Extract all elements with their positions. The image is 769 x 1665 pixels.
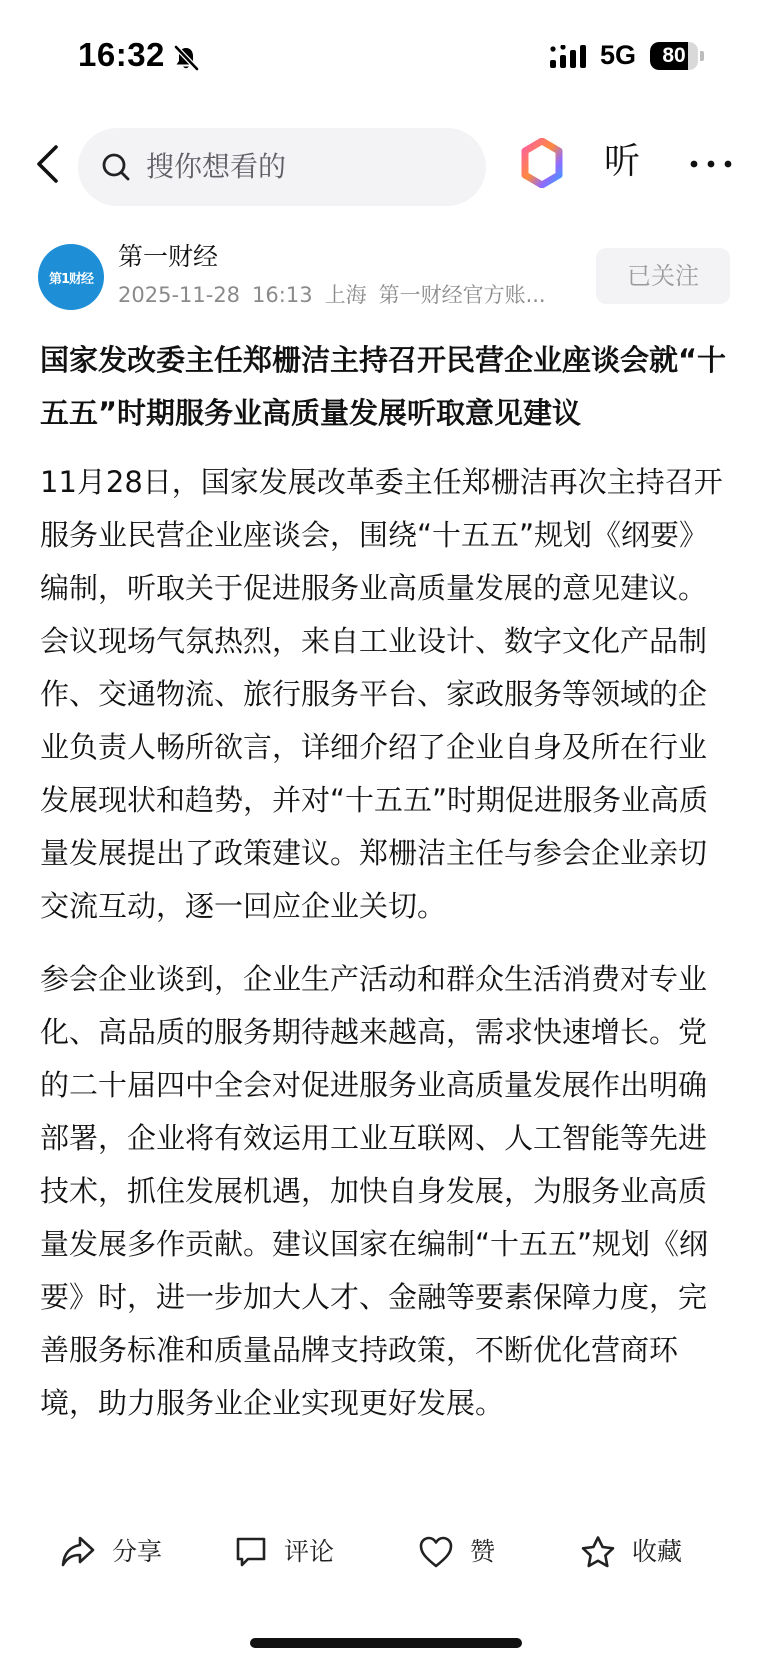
battery-tip [700,51,704,61]
battery-icon [650,42,698,70]
star-icon [580,1535,616,1569]
share-label: 分享 [112,1537,163,1566]
more-options-icon[interactable] [686,144,736,184]
bell-muted-icon [172,44,200,72]
comment-label: 评论 [284,1537,335,1566]
listen-button[interactable]: 听 [604,141,641,182]
signal-icon [550,45,590,71]
avatar-logo-text: 第1财经 [48,271,94,287]
like-label: 赞 [470,1537,496,1566]
status-bar [0,0,769,112]
search-input[interactable] [78,128,486,206]
publish-location: 上海 [324,283,367,307]
favorite-label: 收藏 [632,1537,683,1566]
author-meta [118,280,564,310]
like-button[interactable] [418,1530,495,1574]
favorite-button[interactable] [580,1530,682,1574]
bottom-action-bar [0,1508,769,1598]
search-icon [100,151,132,183]
share-icon [60,1535,96,1569]
heart-icon [418,1535,454,1569]
network-label: 5G [600,40,637,70]
ai-assistant-icon[interactable] [520,138,564,188]
share-button[interactable] [60,1530,162,1574]
article-paragraph: 11月28日，国家发展改革委主任郑栅洁再次主持召开服务业民营企业座谈会，围绕“十五五”规划《纲要》编制，听取关于促进服务业高质量发展的意见建议。会议现场气氛热烈，来自工业设计、数字文化产品制作、交通物流、旅行服务平台、家政服务等领域的企业负责人畅所欲言，详细介绍了企业自身及所在行业发展现状和趋势，并对“十五五”时期促进服务业高质量发展提出了政策建议。郑栅洁主任与参会企业亲切交流互动，逐一回应企业关切。 [40,465,723,923]
author-info [0,240,769,320]
account-description: 第一财经官方账... [378,283,546,307]
follow-button[interactable]: 已关注 [596,248,730,304]
chevron-left-icon [34,144,60,184]
search-placeholder: 搜你想看的 [146,150,287,183]
comment-button[interactable] [234,1530,334,1574]
battery-level: 80 [662,44,686,67]
author-name[interactable]: 第一财经 [118,242,219,271]
back-button[interactable] [24,134,70,194]
article-title: 国家发改委主任郑栅洁主持召开民营企业座谈会就“十五五”时期服务业高质量发展听取意见建议 [40,343,727,430]
publish-date: 2025-11-28 [118,283,241,307]
article-body [40,456,730,1508]
status-time: 16:32 [78,36,165,73]
publish-time: 16:13 [252,283,313,307]
avatar[interactable] [38,244,104,310]
top-navigation [0,118,769,210]
comment-icon [234,1535,268,1569]
article-paragraph: 参会企业谈到，企业生产活动和群众生活消费对专业化、高品质的服务期待越来越高，需求快速增长。党的二十届四中全会对促进服务业高质量发展作出明确部署，企业将有效运用工业互联网、人工智能等先进技术，抓住发展机遇，加快自身发展，为服务业高质量发展多作贡献。建议国家在编制“十五五”规划《纲要》时，进一步加大人才、金融等要素保障力度，完善服务标准和质量品牌支持政策，不断优化营商环境，助力服务业企业实现更好发展。 [40,962,709,1420]
home-indicator [250,1638,522,1648]
